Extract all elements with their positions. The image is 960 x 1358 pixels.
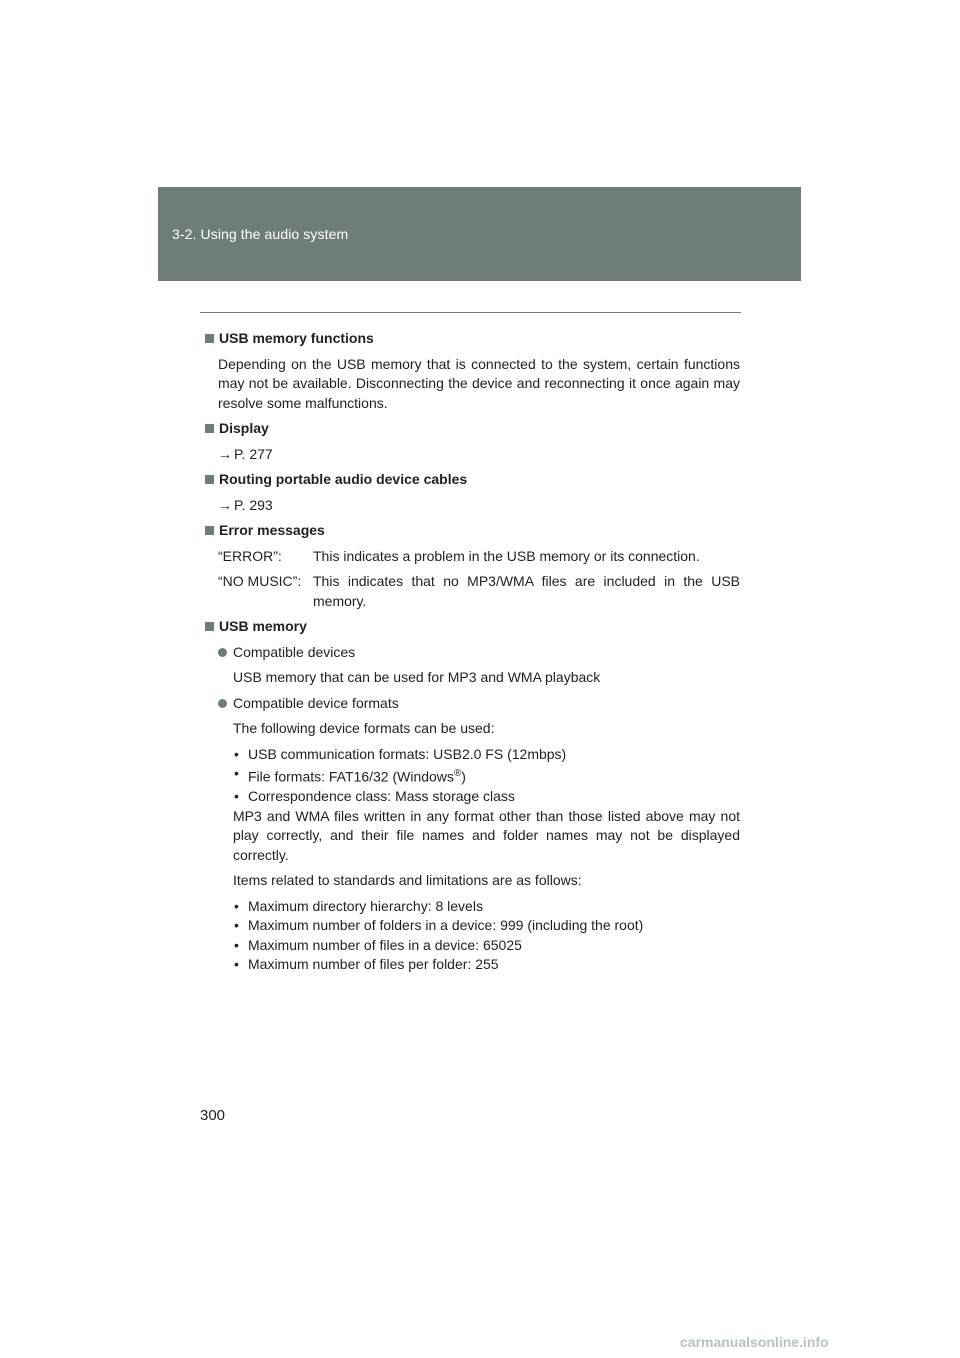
square-bullet-icon <box>205 622 214 631</box>
subheading-text: Compatible devices <box>233 643 356 660</box>
limits-intro: Items related to standards and limitations are as follows: <box>233 872 582 889</box>
page-ref-link[interactable]: P. 277 <box>234 445 273 462</box>
heading-usb-memory <box>205 617 740 637</box>
square-bullet-icon <box>205 334 214 343</box>
arrow-icon: → <box>218 496 232 513</box>
bullet-dot: • <box>234 936 239 953</box>
subheading-compatible-formats <box>218 694 740 714</box>
list-item <box>234 897 740 917</box>
heading-text: Error messages <box>219 522 325 538</box>
list-item <box>234 745 740 765</box>
section-title: 3-2. Using the audio system <box>172 226 349 242</box>
error-code: “ERROR”: <box>218 547 282 564</box>
bullet-dot: • <box>234 765 239 781</box>
bullet-dot: • <box>234 917 239 934</box>
limits-list <box>233 897 740 975</box>
list-item <box>234 936 740 956</box>
list-item-text: Maximum number of files in a device: 65025 <box>248 936 522 953</box>
list-item <box>234 955 740 975</box>
error-description: This indicates that no MP3/WMA files are included in the USB memory. <box>313 573 740 609</box>
heading-usb-memory-functions <box>205 329 740 349</box>
formats-intro: The following device formats can be used: <box>233 720 495 736</box>
error-description: This indicates a problem in the USB memory or its connection. <box>313 547 700 564</box>
watermark: carmanualsonline.info <box>680 1334 829 1350</box>
error-item <box>218 572 740 611</box>
list-item-text: USB communication formats: USB2.0 FS (12mbps) <box>248 745 567 762</box>
square-bullet-icon <box>205 475 214 484</box>
formats-list <box>233 745 740 807</box>
error-code: “NO MUSIC”: <box>218 573 302 589</box>
compatible-devices-text: USB memory that can be used for MP3 and WMA playback <box>233 669 601 685</box>
square-bullet-icon <box>205 424 214 433</box>
close-paren: ) <box>461 768 466 785</box>
heading-routing-cables <box>205 470 740 490</box>
divider-rule <box>200 312 741 313</box>
square-bullet-icon <box>205 526 214 535</box>
list-item <box>234 787 740 807</box>
heading-display <box>205 419 740 439</box>
subheading-text: Compatible device formats <box>233 694 399 711</box>
registered-mark: ® <box>453 768 462 779</box>
subheading-compatible-devices <box>218 643 740 663</box>
bullet-dot: • <box>234 897 239 914</box>
file-formats-text: File formats: FAT16/32 (Windows <box>248 768 454 785</box>
heading-text: USB memory <box>219 618 307 634</box>
heading-text: Routing portable audio device cables <box>219 471 468 487</box>
usb-functions-text: Depending on the USB memory that is connected to the system, certain functions may not be available. Disconnecting the device and reconnecting it once again may resolve some malfunctions. <box>218 355 740 411</box>
page-number: 300 <box>200 1107 226 1124</box>
bullet-dot: • <box>234 745 239 762</box>
bullet-dot: • <box>234 956 239 973</box>
display-page-reference <box>218 445 740 465</box>
list-item-text <box>248 764 466 787</box>
circle-bullet-icon <box>218 648 227 657</box>
list-item-text: Maximum number of folders in a device: 999 (including the root) <box>248 917 644 934</box>
heading-text: USB memory functions <box>219 330 374 346</box>
circle-bullet-icon <box>218 699 227 708</box>
list-item-text: Maximum number of files per folder: 255 <box>248 956 499 973</box>
list-item <box>234 916 740 936</box>
list-item-text: Correspondence class: Mass storage class <box>248 788 515 805</box>
formats-note: MP3 and WMA files written in any format other than those listed above may not play correctly, and their file names and folder names may not be displayed correctly. <box>233 807 740 863</box>
list-item-text: Maximum directory hierarchy: 8 levels <box>248 897 483 914</box>
bullet-dot: • <box>234 788 239 805</box>
page-content <box>205 329 740 975</box>
heading-error-messages <box>205 521 740 541</box>
list-item <box>234 764 740 787</box>
heading-text: Display <box>219 420 269 436</box>
page-ref-link[interactable]: P. 293 <box>234 496 273 513</box>
arrow-icon: → <box>218 445 232 462</box>
routing-page-reference <box>218 496 740 516</box>
error-item <box>218 547 740 567</box>
